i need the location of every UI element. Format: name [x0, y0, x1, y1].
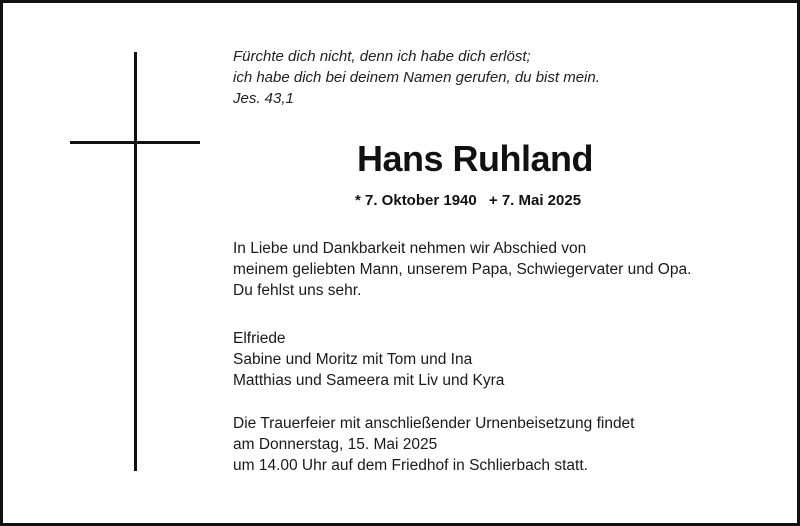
- farewell-line: Du fehlst uns sehr.: [233, 282, 362, 299]
- family-line: Elfriede: [233, 330, 286, 347]
- verse-line: ich habe dich bei deinem Namen gerufen, du bist mein.: [233, 69, 600, 86]
- funeral-line: um 14.00 Uhr auf dem Friedhof in Schlierbach statt.: [233, 457, 588, 474]
- family-line: Sabine und Moritz mit Tom und Ina: [233, 351, 473, 368]
- cross-icon-crossbar: [70, 141, 200, 144]
- farewell-text: [233, 238, 773, 301]
- birth-date: * 7. Oktober 1940: [355, 192, 477, 209]
- funeral-line: Die Trauerfeier mit anschließender Urnenbeisetzung findet: [233, 415, 635, 432]
- funeral-details: [233, 413, 773, 476]
- farewell-line: meinem geliebten Mann, unserem Papa, Schwiegervater und Opa.: [233, 261, 692, 278]
- life-dates: [355, 192, 581, 209]
- family-line: Matthias und Sameera mit Liv und Kyra: [233, 372, 505, 389]
- family-names: [233, 328, 773, 391]
- death-date: + 7. Mai 2025: [488, 192, 582, 209]
- deceased-name: Hans Ruhland: [357, 138, 594, 179]
- verse-line: Fürchte dich nicht, denn ich habe dich erlöst;: [233, 48, 531, 65]
- funeral-line: am Donnerstag, 15. Mai 2025: [233, 436, 438, 453]
- verse-reference: Jes. 43,1: [233, 90, 294, 107]
- cross-icon: [134, 52, 137, 471]
- bible-verse: [233, 46, 753, 109]
- farewell-line: In Liebe und Dankbarkeit nehmen wir Abschied von: [233, 240, 587, 257]
